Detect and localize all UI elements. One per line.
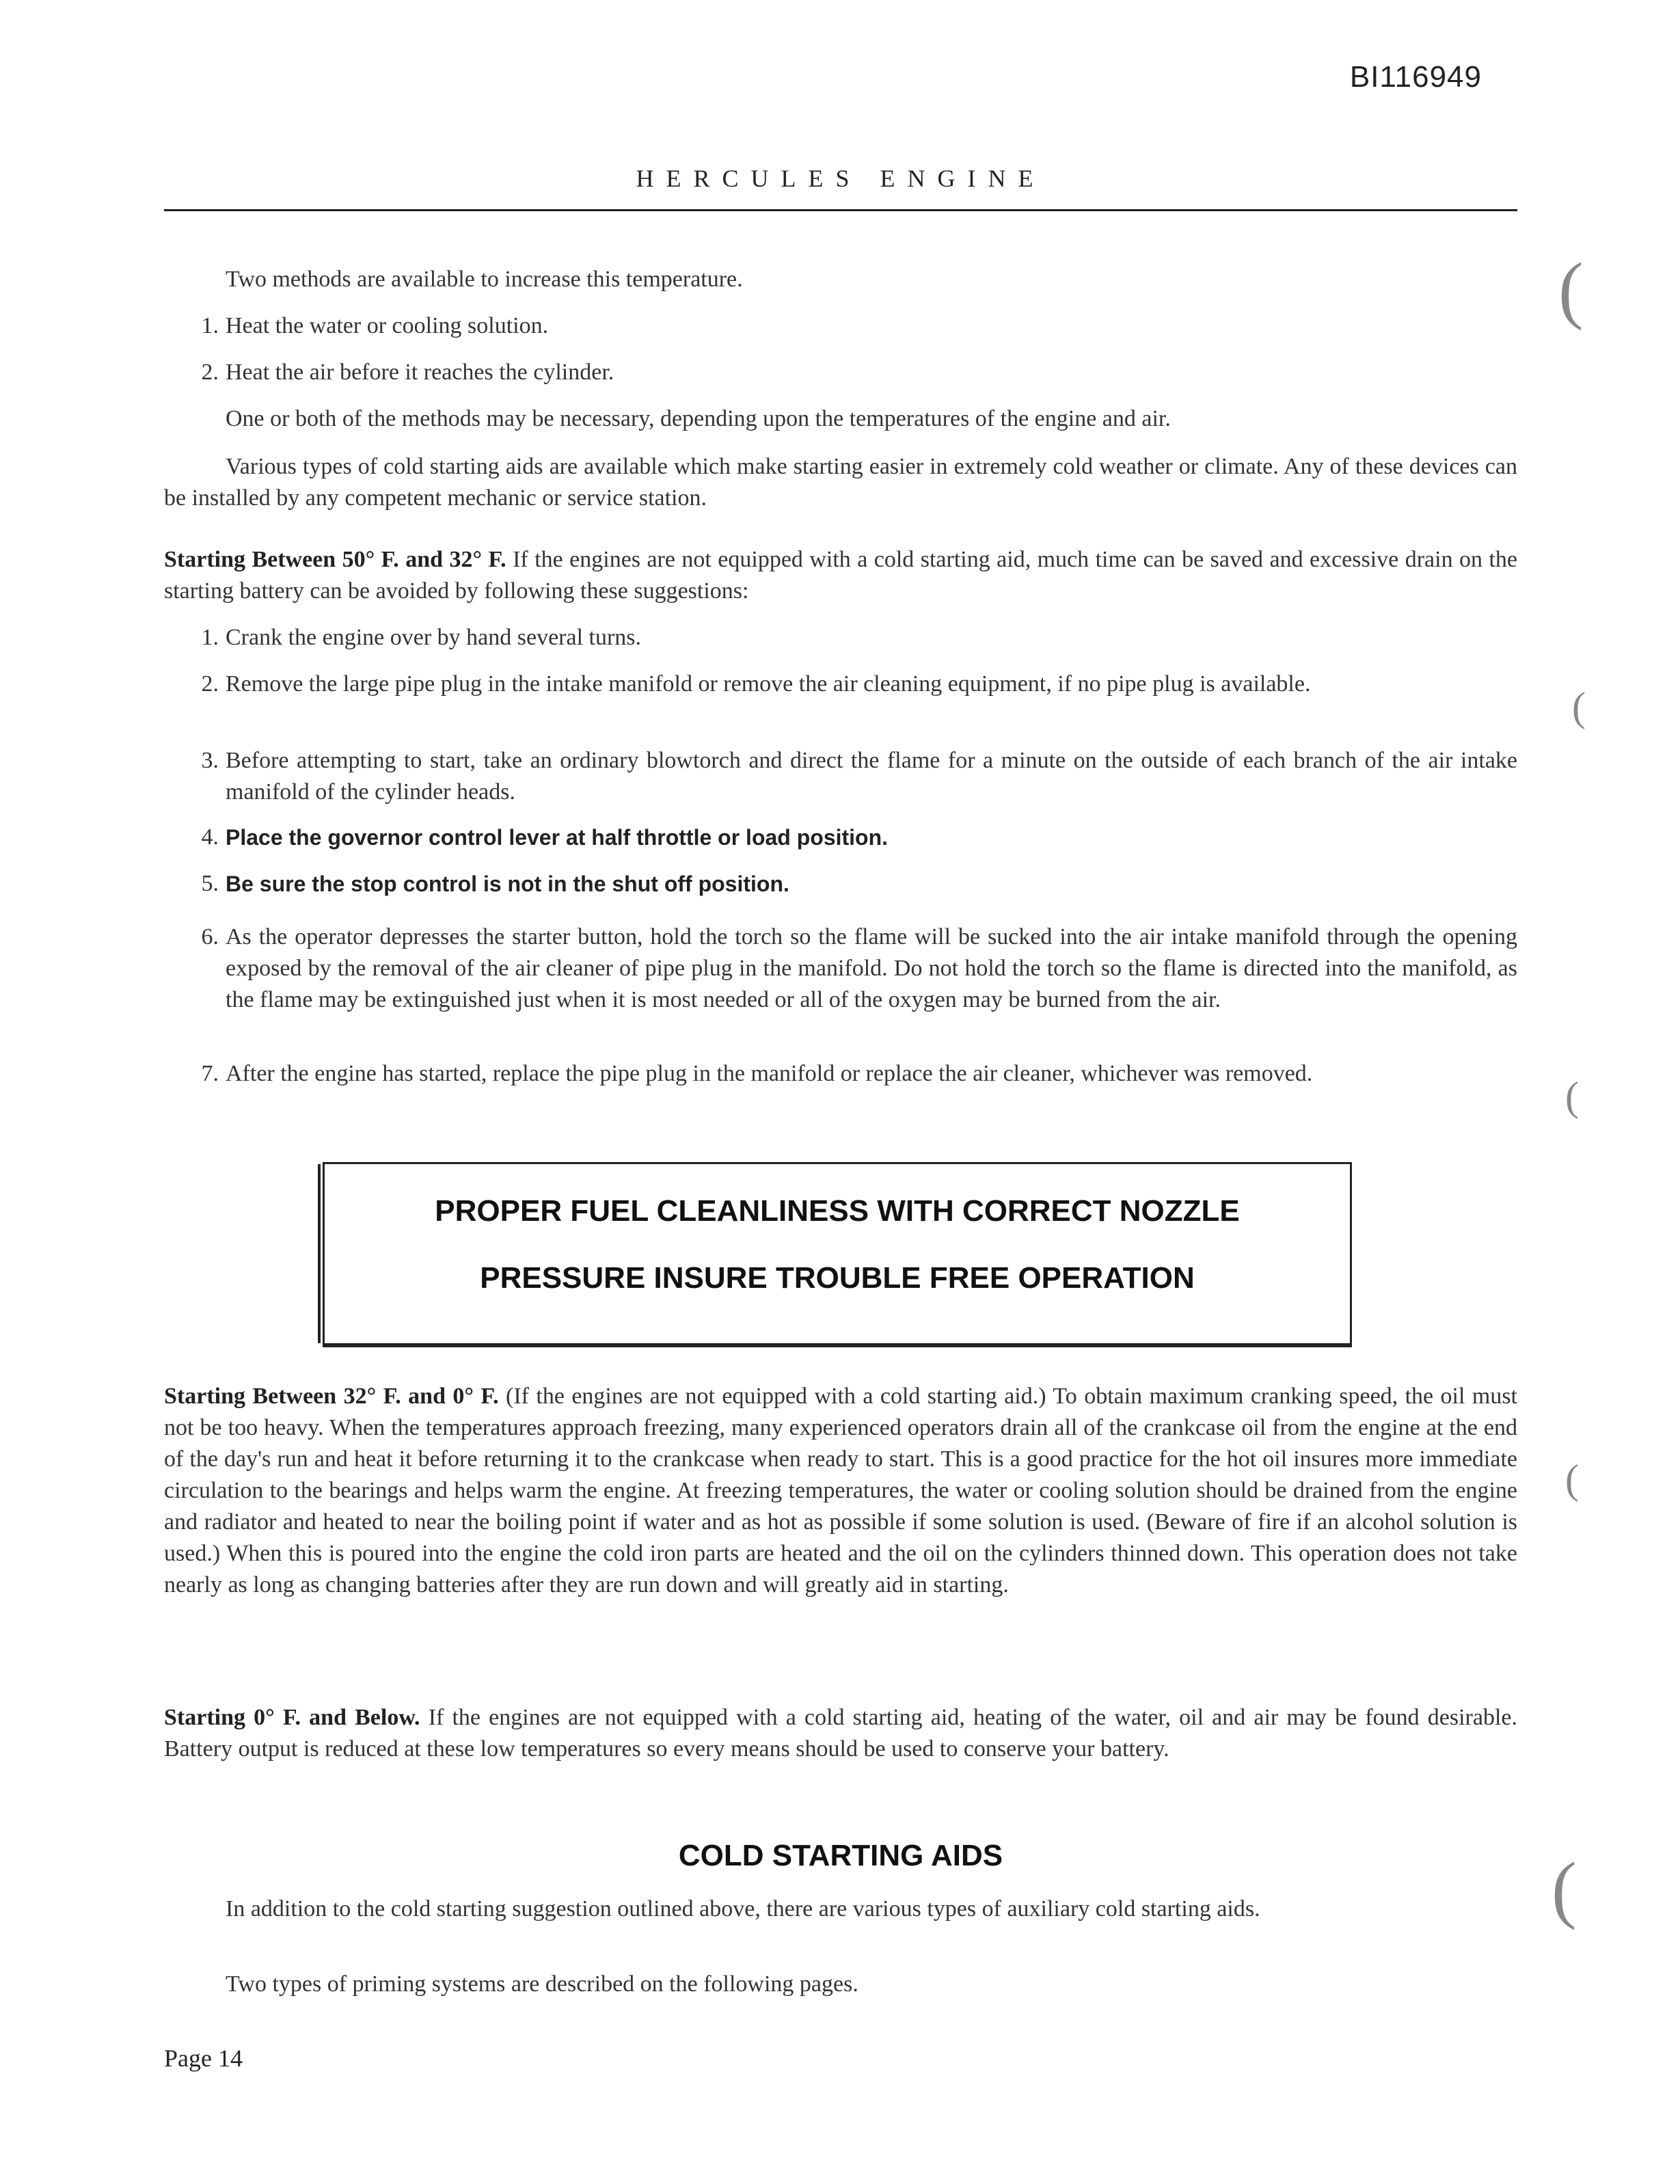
section-heading: Starting Between 50° F. and 32° F. — [164, 547, 506, 572]
section-paragraph — [164, 544, 1517, 607]
list-number: 7. — [201, 1061, 219, 1086]
margin-bracket-mark: ( — [1565, 1074, 1579, 1119]
section-paragraph — [164, 1702, 1517, 1765]
section-title: COLD STARTING AIDS — [678, 1839, 1003, 1872]
list-number: 1. — [201, 313, 219, 338]
list-number: 5. — [201, 871, 219, 896]
notice-box — [323, 1162, 1352, 1347]
list-number: 2. — [201, 360, 219, 385]
margin-bracket-mark: ( — [1565, 1457, 1579, 1502]
page-number: Page 14 — [164, 2045, 243, 2072]
notice-line: PRESSURE INSURE TROUBLE FREE OPERATION — [480, 1261, 1195, 1295]
list-number: 4. — [201, 824, 219, 850]
margin-bracket-mark: ( — [1572, 684, 1586, 729]
section-text: (If the engines are not equipped with a cold starting aid.) To obtain maximum cranking speed, the oil must not be too heavy. When the temperatures approach freezing, many experienced operators drain all of the crankcase oil from the engine at the end of the day's run and heat it before returning it to the crankcase when ready to start. This is a good practice for the hot oil insures more immediate circulation to the bearings and helps warm the engine. At freezing temperatures, the water or cooling solution should be drained from the engine and radiator and heated to near the boiling point if water and as hot as possible if some solution is used. (Beware of fire if an alcohol solution is used.) When this is poured into the engine the cold iron parts are heated and the oil on the cylinders thinned down. This operation does not take nearly as long as changing batteries after they are run down and will greatly aid in starting. — [164, 1384, 1517, 1597]
intro-lead: Two methods are available to increase this temperature. — [226, 267, 743, 292]
section-text: If the engines are not equipped with a cold starting aid, heating of the water, oil and air may be found desirable. Battery output is reduced at these low temperatures so every means should be used to conserve your battery. — [164, 1705, 1517, 1762]
list-text: Place the governor control lever at half throttle or load position. — [226, 825, 889, 850]
document-id: BI116949 — [1349, 60, 1482, 94]
list-text: Heat the water or cooling solution. — [226, 313, 549, 338]
list-number: 6. — [201, 924, 219, 949]
section-text: If the engines are not equipped with a cold starting aid, much time can be saved and excessive drain on the starting battery can be avoided by following these suggestions: — [164, 547, 1517, 604]
list-number: 1. — [201, 625, 219, 650]
list-text: As the operator depresses the starter button, hold the torch so the flame will be sucked into the air intake manifold through the opening exposed by the removal of the air cleaner of pipe plug in the manifold. Do not hold the torch so the flame is directed into the manifold, as the flame may be extinguished just when it is most needed or all of the oxygen may be burned from the air. — [226, 924, 1517, 1012]
section-heading: Starting 0° F. and Below. — [164, 1705, 420, 1730]
list-text: After the engine has started, replace the pipe plug in the manifold or replace the air cleaner, whichever was removed. — [226, 1061, 1313, 1086]
notice-line: PROPER FUEL CLEANLINESS WITH CORRECT NOZZLE — [435, 1194, 1240, 1228]
list-number: 2. — [201, 671, 219, 697]
running-head: HERCULES ENGINE — [636, 165, 1046, 192]
list-number: 3. — [201, 748, 219, 773]
section-paragraph: Two types of priming systems are described on the following pages. — [226, 1971, 858, 1997]
header-rule — [164, 209, 1517, 211]
intro-paragraph: Various types of cold starting aids are available which make starting easier in extremely cold weather or climate. Any of these devices can be installed by any competent mechanic or service station. — [164, 454, 1517, 511]
list-text: Remove the large pipe plug in the intake manifold or remove the air cleaning equipment, if no pipe plug is available. — [226, 671, 1311, 697]
section-heading: Starting Between 32° F. and 0° F. — [164, 1384, 499, 1409]
section-paragraph: In addition to the cold starting suggestion outlined above, there are various types of auxiliary cold starting aids. — [226, 1896, 1260, 1922]
list-text: Heat the air before it reaches the cylinder. — [226, 360, 614, 385]
list-text: Crank the engine over by hand several turns. — [226, 625, 642, 650]
list-text: Be sure the stop control is not in the shut off position. — [226, 872, 789, 896]
notice-left-bar — [318, 1164, 321, 1343]
intro-paragraph: One or both of the methods may be necessary, depending upon the temperatures of the engine and air. — [226, 406, 1171, 431]
margin-bracket-mark: ( — [1558, 247, 1584, 331]
list-text: Before attempting to start, take an ordinary blowtorch and direct the flame for a minute on the outside of each branch of the air intake manifold of the cylinder heads. — [226, 748, 1517, 805]
section-paragraph — [164, 1381, 1517, 1601]
margin-bracket-mark: ( — [1552, 1847, 1577, 1930]
